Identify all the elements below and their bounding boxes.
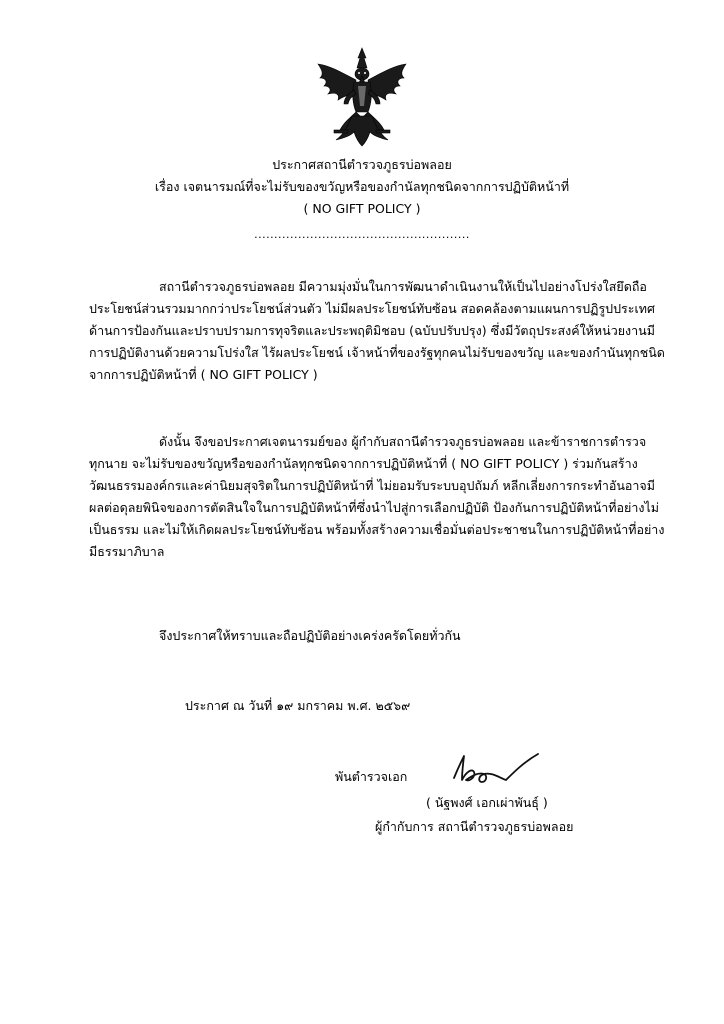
paragraph-1-line: สถานีตำรวจภูธรบ่อพลอย มีความมุ่งมั่นในการพัฒนาดำเนินงานให้เป็นไปอย่างโปร่งใสยึดถือ — [159, 279, 647, 294]
announcement-title: ประกาศสถานีตำรวจภูธรบ่อพลอย — [272, 157, 452, 172]
paragraph-2-line: วัฒนธรรมองค์กรและค่านิยมสุจริตในการปฏิบัติหน้าที่ ไม่ยอมรับระบบอุปถัมภ์ หลีกเลี่ยงการกระทำอันอาจมี — [89, 478, 655, 493]
paragraph-1-line: จากการปฏิบัติหน้าที่ ( NO GIFT POLICY ) — [89, 367, 318, 382]
paragraph-2 — [89, 431, 665, 563]
paragraph-1-line: ด้านการป้องกันและปราบปรามการทุจริตและประพฤติมิชอบ (ฉบับปรับปรุง) ซึ่งมีวัตถุประสงค์ให้หน่วยงานมี — [89, 323, 655, 338]
paragraph-1-line: ประโยชน์ส่วนรวมมากกว่าประโยชน์ส่วนตัว ไม่มีผลประโยชน์ทับซ้อน สอดคล้องตามแผนการปฏิรูปประเทศ — [89, 301, 655, 316]
announcement-date: ประกาศ ณ วันที่ ๑๙ มกราคม พ.ศ. ๒๕๖๙ — [185, 698, 411, 713]
policy-name: ( NO GIFT POLICY ) — [303, 201, 421, 216]
signer-position: ผู้กำกับการ สถานีตำรวจภูธรบ่อพลอย — [375, 819, 574, 834]
announcement-subject: เรื่อง เจตนารมณ์ที่จะไม่รับของขวัญหรือของกำนัลทุกชนิดจากการปฏิบัติหน้าที่ — [154, 179, 570, 194]
paragraph-2-line: ผลต่อดุลยพินิจของการตัดสินใจในการปฏิบัติหน้าที่ซึ่งนำไปสู่การเลือกปฏิบัติ ป้องกันการปฏิบัติหน้าที่อย่างไม่ — [89, 500, 660, 515]
garuda-emblem-icon — [314, 46, 410, 148]
paragraph-1-line: การปฏิบัติงานด้วยความโปร่งใส ไร้ผลประโยชน์ เจ้าหน้าที่ของรัฐทุกคนไม่รับของขวัญ และของกำนันทุกชนิด — [89, 345, 665, 360]
signer-name: ( นัฐพงศ์ เอกเผ่าพันธุ์ ) — [426, 795, 548, 810]
paragraph-1 — [89, 276, 665, 386]
signature-mark-icon — [448, 750, 543, 790]
paragraph-2-line: มีธรรมาภิบาล — [89, 544, 165, 559]
paragraph-2-line: ดังนั้น จึงขอประกาศเจตนารมย์ของ ผู้กำกับสถานีตำรวจภูธรบ่อพลอย และข้าราชการตำรวจ — [159, 434, 647, 449]
paragraph-2-line: ทุกนาย จะไม่รับของขวัญหรือของกำนัลทุกชนิดจากการปฏิบัติหน้าที่ ( NO GIFT POLICY ) ร่วมกันสร้าง — [89, 456, 638, 471]
paragraph-2-line: เป็นธรรม และไม่ให้เกิดผลประโยชน์ทับซ้อน พร้อมทั้งสร้างความเชื่อมั่นต่อประชาชนในการปฏิบัติหน้าที่อย่าง — [89, 522, 665, 537]
header-separator: ...................................................... — [254, 228, 470, 241]
signer-rank: พันตำรวจเอก — [335, 769, 408, 784]
closing-statement: จึงประกาศให้ทราบและถือปฏิบัติอย่างเคร่งครัดโดยทั่วกัน — [159, 628, 461, 643]
